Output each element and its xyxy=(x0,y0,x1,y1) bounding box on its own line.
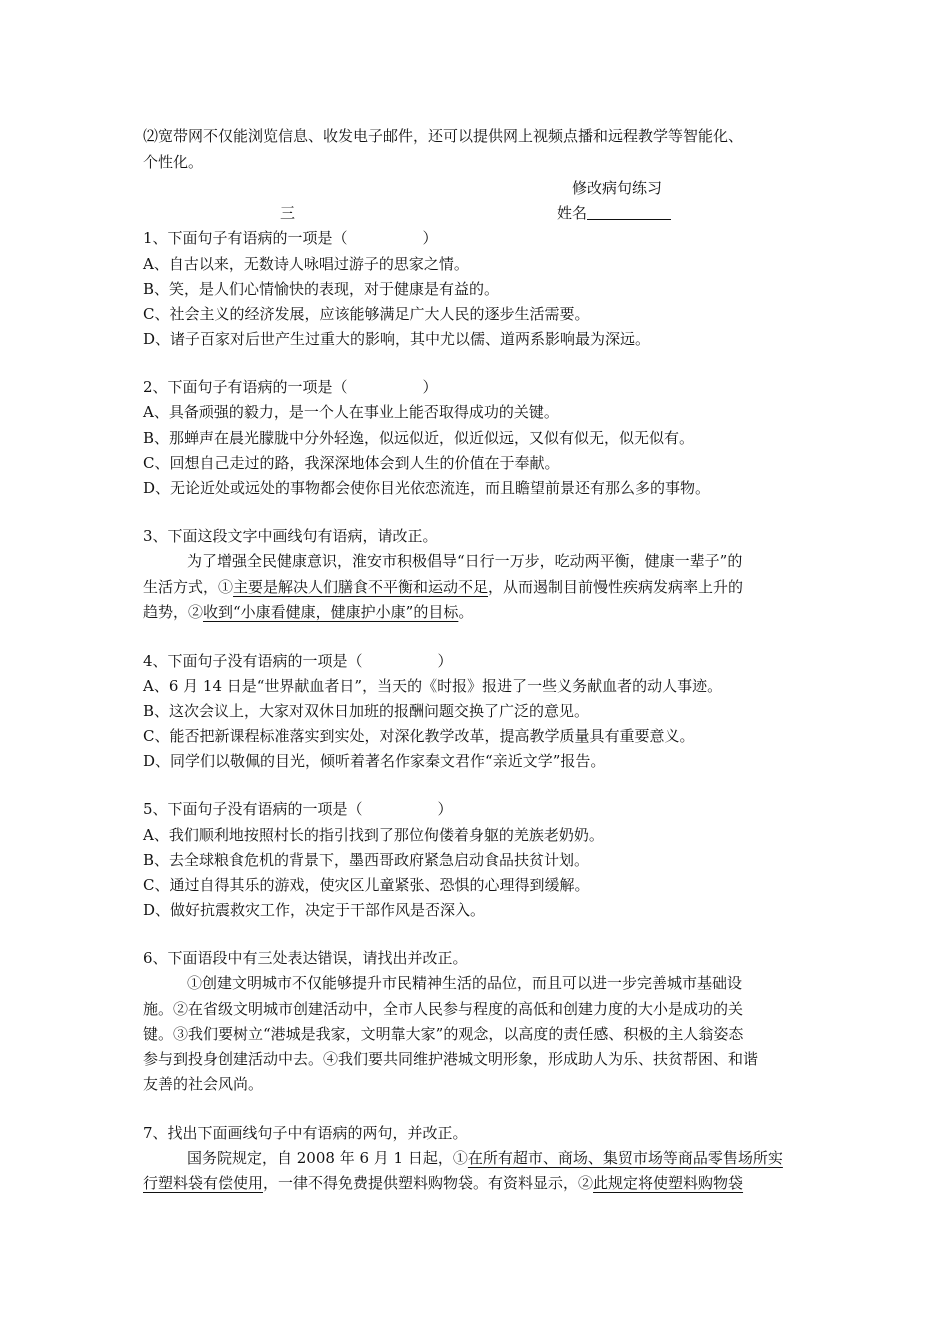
q5-option-a: A、我们顺利地按照村长的指引找到了那位佝偻着身躯的羌族老奶奶。 xyxy=(143,826,604,844)
q4-option-c: C、能否把新课程标准落实到实处，对深化教学改革，提高教学质量具有重要意义。 xyxy=(143,727,695,745)
q2-option-b: B、那蝉声在晨光朦胧中分外轻逸，似远似近，似近似远，又似有似无，似无似有。 xyxy=(143,429,695,447)
q7-underlined-sentence-2: 此规定将使塑料购物袋 xyxy=(593,1174,744,1192)
q5-option-d: D、做好抗震救灾工作，决定于干部作风是否深入。 xyxy=(143,901,486,919)
q2-option-c: C、回想自己走过的路，我深深地体会到人生的价值在于奉献。 xyxy=(143,454,560,472)
q1-option-a: A、自古以来，无数诗人咏唱过游子的思家之情。 xyxy=(143,255,469,273)
q5-option-c: C、通过自得其乐的游戏，使灾区儿童紧张、恐惧的心理得到缓解。 xyxy=(143,876,590,894)
q2-option-a: A、具备顽强的毅力，是一个人在事业上能否取得成功的关键。 xyxy=(143,403,559,421)
q7-text: 国务院规定，自 2008 年 6 月 1 日起，① xyxy=(187,1149,468,1167)
q3-text: 趋势，② xyxy=(143,603,204,621)
q4-option-a: A、6 月 14 日是“世界献血者日”，当天的《时报》报进了一些义务献血者的动人事迹。 xyxy=(143,677,723,695)
q3-underlined-sentence-2: 收到“小康看健康，健康护小康”的目标 xyxy=(203,603,459,621)
q4-option-d: D、同学们以敬佩的目光，倾听着著名作家秦文君作“亲近文学”报告。 xyxy=(143,752,606,770)
worksheet-title: 修改病句练习 xyxy=(572,179,663,197)
intro-line-2: 个性化。 xyxy=(143,153,204,171)
q1-option-d: D、诸子百家对后世产生过重大的影响，其中尤以儒、道两系影响最为深远。 xyxy=(143,330,651,348)
q4-option-b: B、这次会议上，大家对双休日加班的报酬问题交换了广泛的意见。 xyxy=(143,702,590,720)
name-label: 姓名 xyxy=(557,204,588,222)
q7-text: ，一律不得免费提供塑料购物袋。有资料显示，② xyxy=(263,1174,594,1192)
q4-stem: 4、下面句子没有语病的一项是（ ） xyxy=(143,652,453,670)
q3-passage-line-1: 为了增强全民健康意识，淮安市积极倡导“日行一万步，吃动两平衡，健康一辈子”的 xyxy=(187,552,743,570)
q5-stem: 5、下面句子没有语病的一项是（ ） xyxy=(143,800,453,818)
q1-option-c: C、社会主义的经济发展，应该能够满足广大人民的逐步生活需要。 xyxy=(143,305,590,323)
q6-stem: 6、下面语段中有三处表达错误，请找出并改正。 xyxy=(143,949,468,967)
q6-passage-line-1: ①创建文明城市不仅能够提升市民精神生活的品位，而且可以进一步完善城市基础设 xyxy=(187,974,743,992)
q6-passage-line-4: 参与到投身创建活动中去。④我们要共同维护港城文明形象，形成助人为乐、扶贫帮困、和谐 xyxy=(143,1050,759,1068)
q3-text: 生活方式，① xyxy=(143,578,234,596)
worksheet-part: 三 xyxy=(280,204,296,222)
q3-passage-line-2 xyxy=(143,575,743,599)
q3-text: ，从而遏制目前慢性疾病发病率上升的 xyxy=(488,578,744,596)
q3-stem: 3、下面这段文字中画线句有语病，请改正。 xyxy=(143,527,438,545)
q2-stem: 2、下面句子有语病的一项是（ ） xyxy=(143,378,438,396)
q7-passage-line-1 xyxy=(187,1146,783,1170)
q6-passage-line-5: 友善的社会风尚。 xyxy=(143,1075,264,1093)
q7-underlined-sentence-1: 在所有超市、商场、集贸市场等商品零售场所实 xyxy=(467,1149,783,1167)
q1-stem: 1、下面句子有语病的一项是（ ） xyxy=(143,229,438,247)
q3-text: 。 xyxy=(458,603,474,621)
q6-passage-line-3: 键。③我们要树立“港城是我家，文明靠大家”的观念，以高度的责任感、积极的主人翁姿态 xyxy=(143,1025,744,1043)
q7-underlined-sentence-1-cont: 行塑料袋有偿使用 xyxy=(143,1174,264,1192)
q2-option-d: D、无论近处或远处的事物都会使你目光依恋流连，而且瞻望前景还有那么多的事物。 xyxy=(143,479,711,497)
q7-passage-line-2 xyxy=(143,1171,743,1195)
name-blank[interactable] xyxy=(587,203,671,220)
name-field[interactable] xyxy=(557,201,671,225)
q5-option-b: B、去全球粮食危机的背景下，墨西哥政府紧急启动食品扶贫计划。 xyxy=(143,851,590,869)
q3-passage-line-3 xyxy=(143,600,473,624)
q7-stem: 7、找出下面画线句子中有语病的两句，并改正。 xyxy=(143,1124,468,1142)
q1-option-b: B、笑，是人们心情愉快的表现，对于健康是有益的。 xyxy=(143,280,500,298)
intro-line-1: ⑵宽带网不仅能浏览信息、收发电子邮件，还可以提供网上视频点播和远程教学等智能化、 xyxy=(143,127,744,145)
q6-passage-line-2: 施。②在省级文明城市创建活动中，全市人民参与程度的高低和创建力度的大小是成功的关 xyxy=(143,1000,744,1018)
q3-underlined-sentence-1: 主要是解决人们膳食不平衡和运动不足 xyxy=(233,578,489,596)
